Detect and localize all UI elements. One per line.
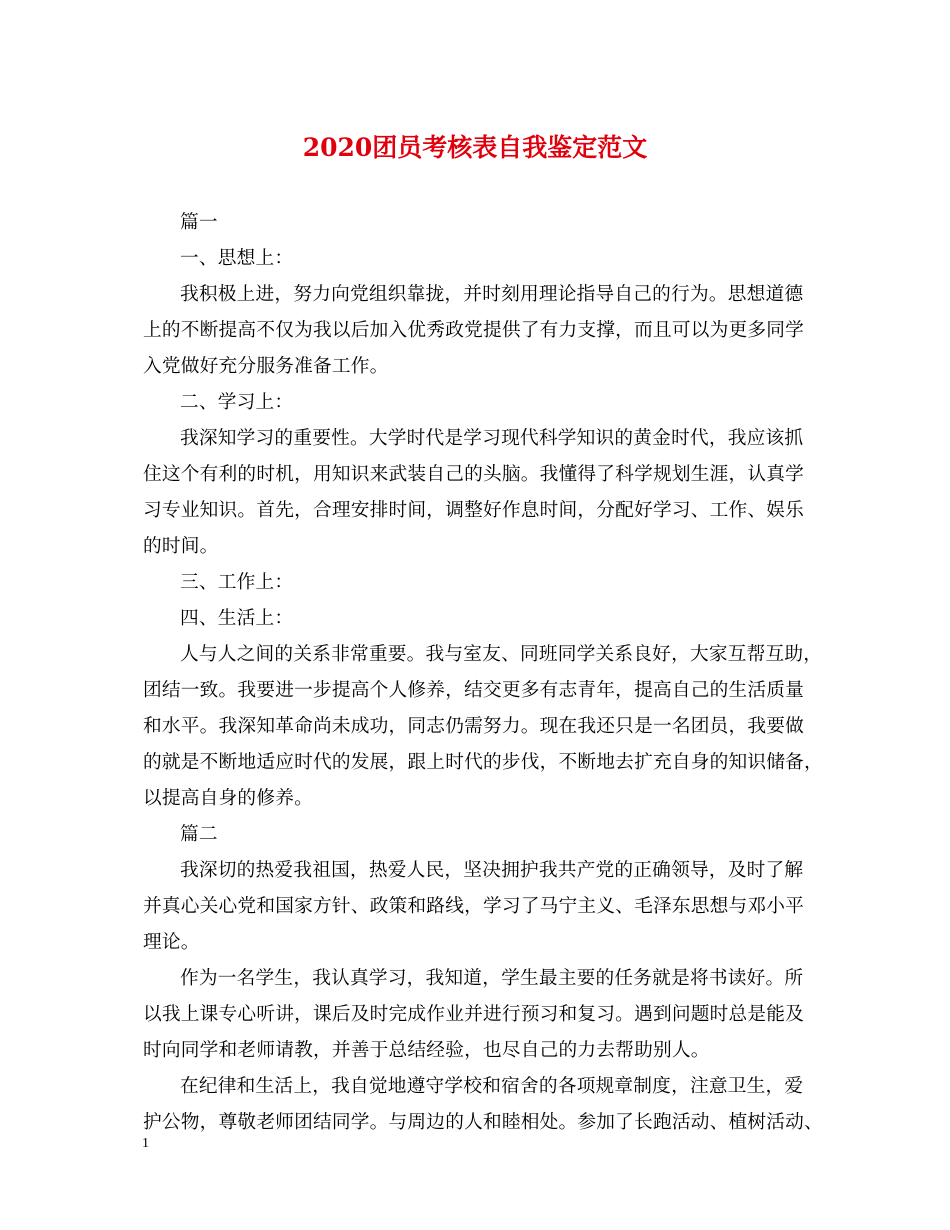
paragraph-line: 理论。 [143, 932, 200, 953]
paragraph-line: 护公物，尊敬老师团结同学。与周边的人和睦相处。参加了长跑活动、植树活动、 [143, 1112, 823, 1133]
paragraph-line: 我深切的热爱我祖国，热爱人民，坚决拥护我共产党的正确领导，及时了解 [180, 860, 804, 881]
paragraph-line: 作为一名学生，我认真学习，我知道，学生最主要的任务就是将书读好。所 [180, 968, 804, 989]
paragraph-line: 的时间。 [143, 536, 219, 557]
section-heading: 篇二 [180, 824, 218, 845]
paragraph-line: 时向同学和老师请教，并善于总结经验，也尽自己的力去帮助别人。 [143, 1040, 710, 1061]
subsection-heading: 四、生活上： [180, 608, 294, 629]
paragraph-line: 和水平。我深知革命尚未成功，同志仍需努力。现在我还只是一名团员，我要做 [143, 716, 805, 737]
paragraph-line: 的就是不断地适应时代的发展，跟上时代的步伐，不断地去扩充自身的知识储备， [143, 752, 823, 773]
paragraph-line: 习专业知识。首先，合理安排时间，调整好作息时间，分配好学习、工作、娱乐 [143, 500, 805, 521]
page-number: 1 [142, 1136, 149, 1151]
paragraph-line: 我积极上进，努力向党组织靠拢，并时刻用理论指导自己的行为。思想道德 [180, 284, 804, 305]
paragraph-line: 人与人之间的关系非常重要。我与室友、同班同学关系良好，大家互帮互助， [180, 644, 823, 665]
subsection-heading: 一、思想上： [180, 248, 294, 269]
paragraph-line: 我深知学习的重要性。大学时代是学习现代科学知识的黄金时代，我应该抓 [180, 428, 804, 449]
paragraph-line: 在纪律和生活上，我自觉地遵守学校和宿舍的各项规章制度，注意卫生，爱 [180, 1076, 804, 1097]
paragraph-line: 上的不断提高不仅为我以后加入优秀政党提供了有力支撑，而且可以为更多同学 [143, 320, 805, 341]
paragraph-line: 住这个有利的时机，用知识来武装自己的头脑。我懂得了科学规划生涯，认真学 [143, 464, 805, 485]
paragraph-line: 并真心关心党和国家方针、政策和路线，学习了马宁主义、毛泽东思想与邓小平 [143, 896, 805, 917]
document-body [143, 205, 823, 1141]
section-heading: 篇一 [180, 212, 218, 233]
subsection-heading: 二、学习上： [180, 392, 294, 413]
paragraph-line: 以我上课专心听讲，课后及时完成作业并进行预习和复习。遇到问题时总是能及 [143, 1004, 805, 1025]
document-title: 2020团员考核表自我鉴定范文 [302, 133, 648, 162]
paragraph-line: 以提高自身的修养。 [143, 788, 313, 809]
subsection-heading: 三、工作上： [180, 572, 294, 593]
paragraph-line: 入党做好充分服务准备工作。 [143, 356, 389, 377]
paragraph-line: 团结一致。我要进一步提高个人修养，结交更多有志青年，提高自己的生活质量 [143, 680, 805, 701]
